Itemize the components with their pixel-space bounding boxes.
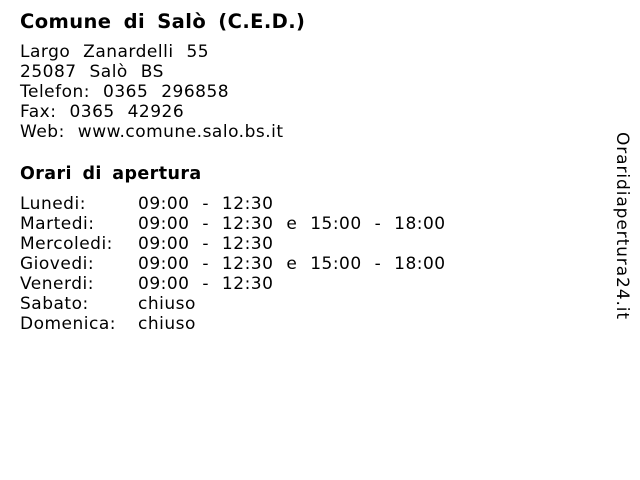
address-line-city: 25087 Salò BS: [20, 62, 164, 82]
day-label: Lunedi:: [20, 194, 86, 214]
time-value: 09:00 - 12:30 e 15:00 - 18:00: [138, 254, 446, 274]
opening-hours-table: [20, 194, 600, 334]
web-line: [20, 122, 600, 142]
fax-line: [20, 102, 600, 122]
time-value: 09:00 - 12:30: [138, 274, 274, 294]
day-label: Domenica:: [20, 314, 116, 334]
day-label: Giovedi:: [20, 254, 95, 274]
day-label: Martedi:: [20, 214, 95, 234]
hours-row-sunday: [20, 314, 600, 334]
day-label: Mercoledi:: [20, 234, 113, 254]
hours-row-saturday: [20, 294, 600, 314]
page-title: Comune di Salò (C.E.D.): [20, 10, 306, 33]
day-label: Venerdi:: [20, 274, 94, 294]
web-label: Web:: [20, 122, 65, 142]
web-url: www.comune.salo.bs.it: [77, 122, 284, 142]
hours-row-thursday: [20, 254, 600, 274]
time-value: 09:00 - 12:30: [138, 194, 274, 214]
time-value: chiuso: [138, 294, 196, 314]
hours-row-wednesday: [20, 234, 600, 254]
hours-row-monday: [20, 194, 600, 214]
hours-row-friday: [20, 274, 600, 294]
watermark-brand-vertical: Oraridiapertura24.it: [612, 132, 632, 320]
fax-value: 0365 42926: [69, 102, 185, 122]
time-value: chiuso: [138, 314, 196, 334]
address-line-street: Largo Zanardelli 55: [20, 42, 210, 62]
phone-value: 0365 296858: [103, 82, 230, 102]
business-details: [20, 42, 600, 142]
time-value: 09:00 - 12:30: [138, 234, 274, 254]
fax-label: Fax:: [20, 102, 57, 122]
hours-row-tuesday: [20, 214, 600, 234]
phone-line: [20, 82, 600, 102]
opening-hours-heading: Orari di apertura: [20, 164, 202, 184]
time-value: 09:00 - 12:30 e 15:00 - 18:00: [138, 214, 446, 234]
page-content: [20, 10, 600, 334]
phone-label: Telefon:: [20, 82, 91, 102]
day-label: Sabato:: [20, 294, 89, 314]
